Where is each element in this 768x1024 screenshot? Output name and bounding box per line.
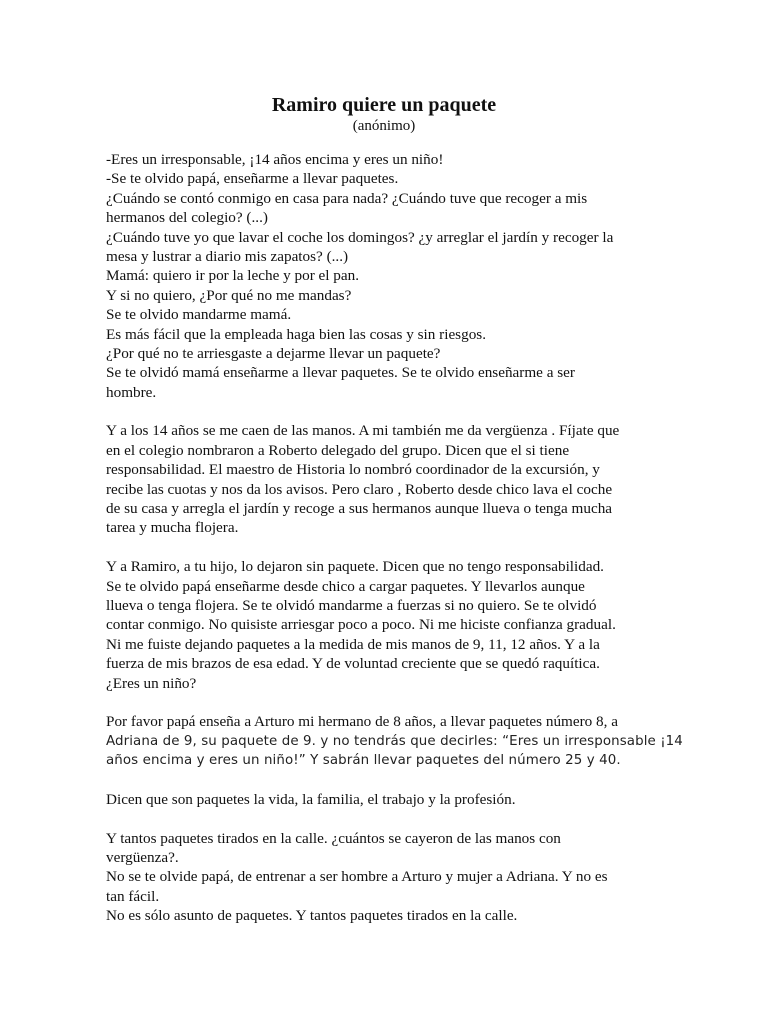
paragraph-4 bbox=[106, 712, 683, 770]
text-line: vergüenza?. bbox=[106, 849, 179, 867]
text-line: Por favor papá enseña a Arturo mi hermano de 8 años, a llevar paquetes número 8, a bbox=[106, 713, 618, 731]
text-line: hombre. bbox=[106, 383, 157, 401]
text-line: Es más fácil que la empleada haga bien las cosas y sin riesgos. bbox=[106, 325, 486, 343]
text-line: Y a Ramiro, a tu hijo, lo dejaron sin paquete. Dicen que no tengo responsabilidad. bbox=[106, 558, 604, 576]
text-line: ¿Por qué no te arriesgaste a dejarme llevar un paquete? bbox=[106, 344, 441, 362]
text-line: Adriana de 9, su paquete de 9. y no tendrás que decirles: “Eres un irresponsable ¡14 bbox=[106, 733, 683, 749]
text-line: Mamá: quiero ir por la leche y por el pan. bbox=[106, 267, 360, 285]
paragraph-gap bbox=[106, 809, 666, 828]
text-line: ¿Cuándo tuve yo que lavar el coche los domingos? ¿y arreglar el jardín y recoger la bbox=[106, 228, 614, 246]
text-line: Ni me fuiste dejando paquetes a la medida de mis manos de 9, 11, 12 años. Y a la bbox=[106, 635, 600, 653]
paragraph-1 bbox=[106, 150, 666, 402]
text-line: No es sólo asunto de paquetes. Y tantos paquetes tirados en la calle. bbox=[106, 907, 518, 925]
text-line: -Se te olvido papá, enseñarme a llevar paquetes. bbox=[106, 170, 399, 188]
text-line: -Eres un irresponsable, ¡14 años encima y eres un niño! bbox=[106, 151, 444, 168]
paragraph-3 bbox=[106, 557, 666, 693]
paragraph-gap bbox=[106, 538, 666, 557]
paragraph-gap bbox=[106, 693, 666, 712]
text-line: recibe las cuotas y nos da los avisos. Pero claro , Roberto desde chico lava el coche bbox=[106, 480, 613, 498]
text-line: tan fácil. bbox=[106, 887, 160, 905]
text-line: hermanos del colegio? (...) bbox=[106, 209, 268, 227]
text-line: Se te olvido papá enseñarme desde chico a cargar paquetes. Y llevarlos aunque bbox=[106, 577, 585, 595]
text-line: responsabilidad. El maestro de Historia lo nombró coordinador de la excursión, y bbox=[106, 461, 600, 479]
text-line: Dicen que son paquetes la vida, la familia, el trabajo y la profesión. bbox=[106, 790, 516, 808]
text-line: Se te olvido mandarme mamá. bbox=[106, 306, 292, 324]
text-line: años encima y eres un niño!” Y sabrán llevar paquetes del número 25 y 40. bbox=[106, 753, 621, 769]
paragraph-5 bbox=[106, 790, 666, 809]
text-line: Y tantos paquetes tirados en la calle. ¿cuántos se cayeron de las manos con bbox=[106, 829, 561, 847]
text-line: Y a los 14 años se me caen de las manos. A mi también me da vergüenza . Fíjate que bbox=[106, 422, 620, 440]
document-title: Ramiro quiere un paquete bbox=[271, 94, 497, 116]
text-line: Se te olvidó mamá enseñarme a llevar paquetes. Se te olvido enseñarme a ser bbox=[106, 364, 575, 382]
text-line: Y si no quiero, ¿Por qué no me mandas? bbox=[106, 286, 352, 304]
document-subtitle: (anónimo) bbox=[352, 118, 416, 134]
paragraph-2 bbox=[106, 421, 666, 537]
paragraph-gap bbox=[106, 771, 666, 790]
text-line: de su casa y arregla el jardín y recoge a sus hermanos aunque llueva o tenga mucha bbox=[106, 500, 613, 518]
text-line: ¿Cuándo se contó conmigo en casa para nada? ¿Cuándo tuve que recoger a mis bbox=[106, 189, 588, 207]
text-line: mesa y lustrar a diario mis zapatos? (...) bbox=[106, 247, 349, 265]
paragraph-6 bbox=[106, 829, 666, 926]
text-line: en el colegio nombraron a Roberto delegado del grupo. Dicen que el si tiene bbox=[106, 441, 570, 459]
text-line: contar conmigo. No quisiste arriesgar poco a poco. Ni me hiciste confianza gradual. bbox=[106, 616, 616, 634]
text-line: fuerza de mis brazos de esa edad. Y de voluntad creciente que se quedó raquítica. bbox=[106, 655, 600, 673]
text-line: llueva o tenga flojera. Se te olvidó mandarme a fuerzas si no quiero. Se te olvidó bbox=[106, 596, 597, 614]
text-line: tarea y mucha flojera. bbox=[106, 519, 239, 537]
document-body bbox=[106, 150, 683, 926]
paragraph-gap bbox=[106, 402, 666, 421]
text-line: ¿Eres un niño? bbox=[106, 674, 197, 692]
text-line: No se te olvide papá, de entrenar a ser hombre a Arturo y mujer a Adriana. Y no es bbox=[106, 868, 608, 886]
